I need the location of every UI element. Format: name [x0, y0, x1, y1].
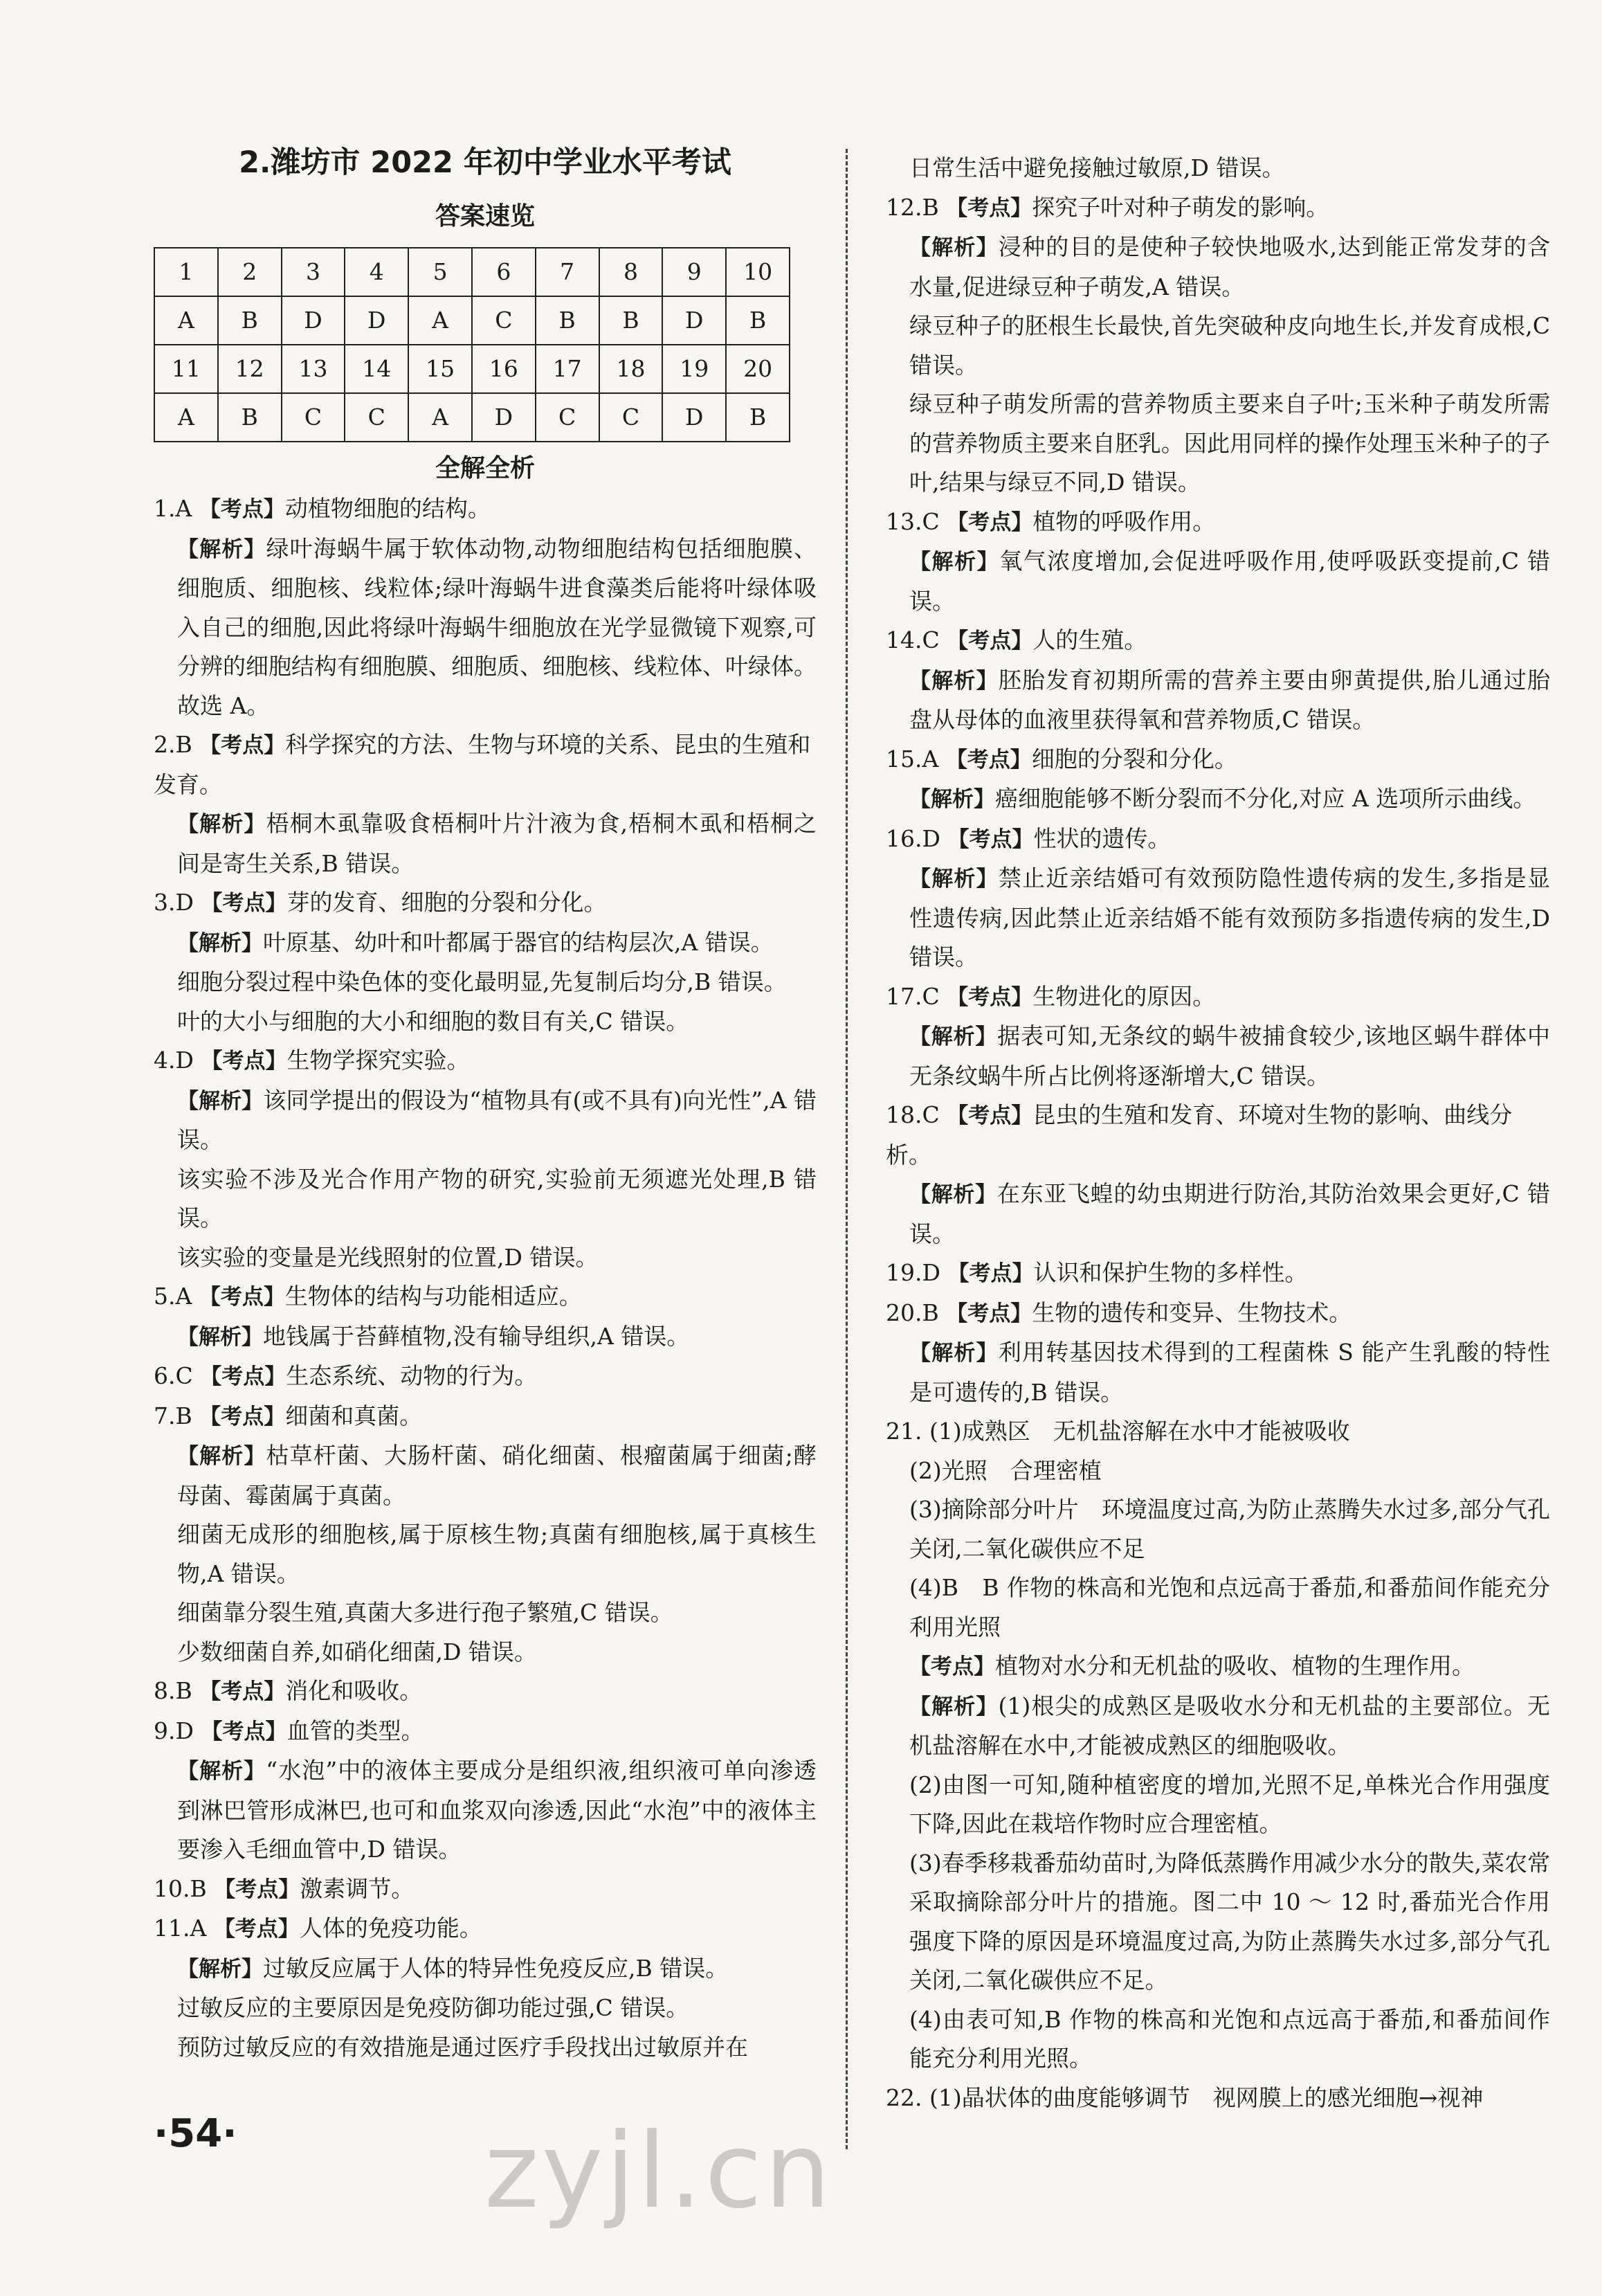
paragraph-text: 消化和吸收。 — [285, 1677, 423, 1704]
question-item — [154, 1909, 817, 1949]
paragraph-text: 少数细菌自养,如硝化细菌,D 错误。 — [177, 1638, 537, 1665]
section-tag: 【考点】 — [199, 1285, 285, 1310]
section-tag: 【考点】 — [200, 1364, 286, 1389]
question-item — [886, 740, 1550, 780]
column-divider — [846, 149, 848, 2149]
section-tag: 【解析】 — [909, 1182, 997, 1207]
section-tag: 【考点】 — [213, 1917, 300, 1942]
paragraph-text: 生态系统、动物的行为。 — [286, 1362, 538, 1389]
analysis-paragraph — [886, 307, 1550, 385]
paragraph-text: 绿叶海蜗牛属于软体动物,动物细胞结构包括细胞膜、细胞质、细胞核、线粒体;绿叶海蜗牛进食藻类后能将叶绿体吸入自己的细胞,因此将绿叶海蜗牛细胞放在光学显微镜下观察,可分辨的细胞结构有细胞膜、细胞质、细胞核、线粒体、叶绿体。故选 A。 — [177, 534, 817, 719]
answer-table-cell: 11 — [154, 345, 218, 393]
paragraph-text: 细菌无成形的细胞核,属于原核生物;真菌有细胞核,属于真核生物,A 错误。 — [177, 1521, 817, 1587]
analysis-paragraph — [886, 1844, 1550, 2000]
analysis-paragraph — [154, 1751, 817, 1870]
answer-table-cell: 14 — [345, 345, 408, 393]
paragraph-text: 枯草杆菌、大肠杆菌、硝化细菌、根瘤菌属于细菌;酵母菌、霉菌属于真菌。 — [177, 1442, 817, 1509]
answer-table-cell: C — [345, 393, 408, 442]
question-number: 11.A — [154, 1915, 207, 1942]
analysis-paragraph — [886, 1490, 1550, 1569]
section-tag: 【解析】 — [177, 930, 263, 956]
paragraph-text: 在东亚飞蝗的幼虫期进行防治,其防治效果会更好,C 错误。 — [909, 1180, 1551, 1247]
paragraph-text: 叶原基、幼叶和叶都属于器官的结构层次,A 错误。 — [263, 928, 774, 956]
question-item — [886, 503, 1550, 543]
paragraph-text: 探究子叶对种子萌发的影响。 — [1032, 193, 1329, 221]
answer-table-cell: C — [472, 296, 536, 345]
paragraph-text: 利用转基因技术得到的工程菌株 S 能产生乳酸的特性是可遗传的,B 错误。 — [909, 1339, 1551, 1406]
answer-table-cell: 18 — [599, 345, 663, 393]
analysis-paragraph — [154, 1949, 817, 1989]
question-item — [886, 2079, 1550, 2118]
analysis-paragraph — [154, 1238, 817, 1278]
answer-table-cell: B — [218, 296, 282, 345]
question-item — [154, 883, 817, 923]
answer-table-row — [154, 248, 790, 296]
section-tag: 【解析】 — [909, 1024, 998, 1049]
answer-table-cell: 4 — [345, 248, 408, 296]
paragraph-text: 绿豆种子的胚根生长最快,首先突破种皮向地生长,并发育成根,C 错误。 — [909, 312, 1550, 379]
analysis-heading: 全解全析 — [435, 453, 535, 482]
section-tag: 【解析】 — [909, 787, 995, 812]
analysis-paragraph — [886, 149, 1550, 188]
paragraph-text: 过敏反应属于人体的特异性免疫反应,B 错误。 — [263, 1954, 729, 1982]
answer-table-cell: 20 — [726, 345, 790, 393]
question-number: 15.A — [886, 745, 939, 772]
section-tag: 【解析】 — [909, 1694, 999, 1719]
analysis-paragraph — [154, 1593, 817, 1633]
answers-heading: 答案速览 — [435, 201, 535, 230]
paragraph-text: 植物对水分和无机盐的吸收、植物的生理作用。 — [995, 1652, 1475, 1679]
section-tag: 【考点】 — [947, 826, 1034, 852]
answer-table-cell: 5 — [408, 248, 472, 296]
answer-table-cell: D — [472, 393, 536, 442]
question-number: 13.C — [886, 507, 940, 535]
section-tag: 【考点】 — [945, 747, 1032, 772]
answer-table-cell: D — [345, 296, 408, 345]
analysis-paragraph — [886, 1175, 1550, 1254]
right-analysis-list — [886, 149, 1550, 2117]
paragraph-text: 生物进化的原因。 — [1032, 982, 1216, 1010]
section-tag: 【考点】 — [199, 733, 286, 758]
paragraph-text: 芽的发育、细胞的分裂和分化。 — [286, 889, 607, 916]
answer-table-cell: A — [154, 296, 218, 345]
paragraph-text: 人体的免疫功能。 — [299, 1915, 482, 1942]
analysis-paragraph — [886, 1333, 1550, 1412]
paragraph-text: 地钱属于苔藓植物,没有输导组织,A 错误。 — [263, 1322, 690, 1350]
paragraph-text: 据表可知,无条纹的蜗牛被捕食较少,该地区蜗牛群体中无条纹蜗牛所占比例将逐渐增大,C 错误。 — [909, 1022, 1551, 1090]
answer-table-cell: B — [599, 296, 663, 345]
question-number: 12.B — [886, 193, 939, 221]
answer-table-cell: 12 — [218, 345, 282, 393]
analysis-paragraph — [886, 385, 1550, 503]
paragraph-text: 过敏反应的主要原因是免疫防御功能过强,C 错误。 — [177, 1994, 689, 2021]
section-tag: 【考点】 — [946, 1301, 1032, 1326]
paragraph-text: (2)光照 合理密植 — [909, 1456, 1102, 1484]
section-tag: 【考点】 — [201, 1719, 287, 1744]
section-tag: 【考点】 — [214, 1877, 300, 1902]
section-tag: 【解析】 — [177, 812, 266, 837]
question-item — [886, 820, 1550, 860]
section-tag: 【解析】 — [909, 668, 999, 694]
paragraph-text: (1)成熟区 无机盐溶解在水中才能被吸收 — [929, 1418, 1350, 1445]
paragraph-text: (1)晶状体的曲度能够调节 视网膜上的感光细胞→视神 — [929, 2083, 1484, 2111]
answer-table-cell: 7 — [536, 248, 599, 296]
answer-table-cell: C — [599, 393, 663, 442]
question-number: 4.D — [154, 1047, 194, 1074]
analysis-paragraph — [154, 1002, 817, 1042]
paragraph-text: (1)根尖的成熟区是吸收水分和无机盐的主要部位。无机盐溶解在水中,才能被成熟区的细胞吸收。 — [909, 1692, 1550, 1759]
page-number: ·54· — [154, 2111, 237, 2156]
paragraph-text: 激素调节。 — [300, 1874, 415, 1902]
paragraph-text: 性状的遗传。 — [1033, 824, 1171, 852]
analysis-paragraph — [154, 2028, 817, 2068]
paragraph-text: 细胞分裂过程中染色体的变化最明显,先复制后均分,B 错误。 — [177, 968, 787, 995]
answer-table-cell: 6 — [472, 248, 536, 296]
question-number: 18.C — [886, 1101, 940, 1128]
paragraph-text: 科学探究的方法、生物与环境的关系、昆虫的生殖和发育。 — [154, 731, 811, 798]
paragraph-text: 梧桐木虱靠吸食梧桐叶片汁液为食,梧桐木虱和梧桐之间是寄生关系,B 错误。 — [177, 810, 817, 877]
analysis-paragraph — [154, 923, 817, 964]
answer-table-cell: 13 — [282, 345, 345, 393]
analysis-paragraph — [886, 1569, 1550, 1647]
question-number: 8.B — [154, 1677, 192, 1704]
paragraph-text: 昆虫的生殖和发育、环境对生物的影响、曲线分析。 — [886, 1101, 1513, 1168]
question-number: 9.D — [154, 1717, 194, 1744]
question-item — [154, 1712, 817, 1752]
answer-table-cell: A — [154, 393, 218, 442]
paragraph-text: (4)由表可知,B 作物的株高和光饱和点远高于番茄,和番茄间作能充分利用光照。 — [909, 2005, 1550, 2072]
question-number: 5.A — [154, 1283, 192, 1310]
page-title: 2.潍坊市 2022 年初中学业水平考试 — [239, 145, 731, 180]
section-tag: 【考点】 — [947, 629, 1033, 653]
section-tag: 【考点】 — [947, 509, 1033, 535]
section-tag: 【解析】 — [177, 1956, 263, 1982]
analysis-paragraph — [886, 1452, 1550, 1491]
paragraph-text: 细菌靠分裂生殖,真菌大多进行孢子繁殖,C 错误。 — [177, 1599, 673, 1626]
section-tag: 【解析】 — [177, 1324, 263, 1350]
paragraph-text: 日常生活中避免接触过敏原,D 错误。 — [909, 154, 1285, 181]
question-item — [886, 1254, 1550, 1294]
answer-table-row — [154, 296, 790, 345]
question-number: 19.D — [886, 1259, 940, 1286]
analysis-paragraph — [154, 1081, 817, 1160]
section-tag: 【考点】 — [199, 497, 285, 522]
paragraph-text: 禁止近亲结婚可有效预防隐性遗传病的发生,多指是显性遗传病,因此禁止近亲结婚不能有效预防多指遗传病的发生,D 错误。 — [909, 865, 1551, 970]
paragraph-text: 生物学探究实验。 — [286, 1047, 470, 1074]
analysis-paragraph — [154, 1633, 817, 1672]
paragraph-text: (3)摘除部分叶片 环境温度过高,为防止蒸腾失水过多,部分气孔关闭,二氧化碳供应不足 — [909, 1496, 1550, 1562]
paragraph-text: 该同学提出的假设为“植物具有(或不具有)向光性”,A 错误。 — [177, 1086, 817, 1153]
section-tag: 【考点】 — [201, 891, 287, 916]
analysis-paragraph — [886, 2000, 1550, 2079]
analysis-paragraph — [154, 1436, 817, 1515]
analysis-paragraph — [886, 542, 1550, 621]
question-number: 1.A — [154, 495, 192, 522]
analysis-paragraph — [886, 1647, 1550, 1687]
analysis-paragraph — [154, 1160, 817, 1238]
answer-table-cell: 17 — [536, 345, 599, 393]
paragraph-text: 人的生殖。 — [1032, 626, 1147, 653]
section-tag: 【考点】 — [946, 195, 1032, 221]
answer-table-cell: 16 — [472, 345, 536, 393]
answer-table-cell: 8 — [599, 248, 663, 296]
analysis-paragraph — [886, 1687, 1550, 1766]
answer-table-cell: 9 — [662, 248, 726, 296]
question-item — [886, 1096, 1550, 1175]
paragraph-text: 氧气浓度增加,会促进呼吸作用,使呼吸跃变提前,C 错误。 — [909, 548, 1551, 615]
paragraph-text: 植物的呼吸作用。 — [1032, 507, 1216, 535]
paragraph-text: 胚胎发育初期所需的营养主要由卵黄提供,胎儿通过胎盘从母体的血液里获得氧和营养物质,C 错误。 — [909, 666, 1551, 733]
answer-table-cell: 15 — [408, 345, 472, 393]
answer-table-cell: D — [662, 393, 726, 442]
analysis-paragraph — [154, 1989, 817, 2028]
analysis-paragraph — [886, 228, 1550, 307]
paragraph-text: 细菌和真菌。 — [285, 1402, 423, 1429]
left-analysis-list — [154, 489, 817, 2067]
analysis-paragraph — [154, 1317, 817, 1357]
section-tag: 【解析】 — [909, 235, 999, 260]
question-item — [154, 725, 817, 804]
question-item — [154, 1041, 817, 1081]
paragraph-text: 该实验不涉及光合作用产物的研究,实验前无须遮光处理,B 错误。 — [177, 1165, 817, 1231]
analysis-paragraph — [886, 779, 1550, 820]
question-item — [154, 1672, 817, 1712]
paragraph-text: 该实验的变量是光线照射的位置,D 错误。 — [177, 1243, 599, 1271]
question-number: 3.D — [154, 889, 194, 916]
question-item — [154, 1870, 817, 1910]
paragraph-text: (3)春季移栽番茄幼苗时,为降低蒸腾作用减少水分的散失,菜农常采取摘除部分叶片的措施。图二中 10 ～ 12 时,番茄光合作用强度下降的原因是环境温度过高,为防止蒸腾失水过多,部分气孔关闭,二氧化碳供应不足。 — [909, 1849, 1550, 1994]
paragraph-text: (4)B B 作物的株高和光饱和点远高于番茄,和番茄间作能充分利用光照 — [909, 1574, 1550, 1640]
section-tag: 【解析】 — [177, 536, 266, 562]
analysis-paragraph — [886, 1766, 1550, 1844]
answer-table-row — [154, 345, 790, 393]
answer-table-cell: A — [408, 393, 472, 442]
section-tag: 【考点】 — [947, 1261, 1034, 1286]
section-tag: 【解析】 — [909, 1341, 999, 1366]
question-number: 7.B — [154, 1402, 192, 1429]
section-tag: 【考点】 — [199, 1679, 286, 1704]
question-number: 6.C — [154, 1362, 193, 1389]
answer-table — [154, 247, 790, 442]
answer-table-cell: 19 — [662, 345, 726, 393]
question-item — [154, 1277, 817, 1317]
right-column — [886, 149, 1550, 2117]
left-column — [154, 142, 817, 2067]
answer-table-cell: 1 — [154, 248, 218, 296]
section-tag: 【考点】 — [909, 1654, 995, 1679]
question-number: 22. — [886, 2083, 922, 2111]
question-number: 2.B — [154, 731, 192, 758]
paragraph-text: 细胞的分裂和分化。 — [1031, 745, 1237, 772]
section-tag: 【解析】 — [177, 1088, 264, 1114]
question-item — [886, 977, 1550, 1018]
analysis-paragraph — [886, 859, 1550, 977]
question-item — [154, 489, 817, 530]
analysis-paragraph — [154, 804, 817, 883]
answer-table-cell: D — [662, 296, 726, 345]
paragraph-text: “水泡”中的液体主要成分是组织液,组织液可单向渗透到淋巴管形成淋巴,也可和血浆双向渗透,因此“水泡”中的液体主要渗入毛细血管中,D 错误。 — [177, 1757, 817, 1863]
section-tag: 【考点】 — [947, 1103, 1033, 1128]
paragraph-text: 认识和保护生物的多样性。 — [1033, 1259, 1308, 1286]
paragraph-text: 浸种的目的是使种子较快地吸水,达到能正常发芽的含水量,促进绿豆种子萌发,A 错误。 — [909, 233, 1551, 300]
paragraph-text: 生物体的结构与功能相适应。 — [284, 1283, 582, 1310]
section-tag: 【解析】 — [177, 1759, 266, 1784]
question-number: 14.C — [886, 626, 940, 653]
question-item — [154, 1357, 817, 1397]
paragraph-text: 癌细胞能够不断分裂而不分化,对应 A 选项所示曲线。 — [995, 785, 1536, 812]
answer-table-cell: C — [536, 393, 599, 442]
section-tag: 【解析】 — [177, 1444, 266, 1469]
answer-table-cell: C — [282, 393, 345, 442]
section-tag: 【考点】 — [947, 984, 1033, 1010]
paragraph-text: 叶的大小与细胞的大小和细胞的数目有关,C 错误。 — [177, 1007, 689, 1035]
answer-table-row — [154, 393, 790, 442]
section-tag: 【考点】 — [201, 1049, 287, 1074]
question-number: 10.B — [154, 1874, 207, 1902]
analysis-paragraph — [154, 1515, 817, 1593]
question-number: 16.D — [886, 824, 940, 852]
answer-table-cell: D — [282, 296, 345, 345]
answer-table-cell: B — [726, 393, 790, 442]
analysis-paragraph — [154, 963, 817, 1002]
question-item — [886, 1294, 1550, 1334]
analysis-paragraph — [886, 1017, 1550, 1096]
analysis-paragraph — [886, 661, 1550, 740]
analysis-paragraph — [154, 530, 817, 726]
question-item — [154, 1397, 817, 1437]
answer-table-cell: B — [726, 296, 790, 345]
question-number: 20.B — [886, 1299, 939, 1326]
paragraph-text: 生物的遗传和变异、生物技术。 — [1032, 1299, 1352, 1326]
answer-table-cell: B — [218, 393, 282, 442]
question-item — [886, 188, 1550, 228]
paragraph-text: (2)由图一可知,随种植密度的增加,光照不足,单株光合作用强度下降,因此在栽培作物时应合理密植。 — [909, 1771, 1550, 1837]
section-tag: 【解析】 — [909, 550, 1000, 575]
watermark: zyjl.cn — [484, 2111, 834, 2232]
paragraph-text: 动植物细胞的结构。 — [284, 495, 491, 522]
answer-table-cell: A — [408, 296, 472, 345]
answer-table-cell: B — [536, 296, 599, 345]
answer-table-cell: 10 — [726, 248, 790, 296]
answer-table-cell: 3 — [282, 248, 345, 296]
paragraph-text: 血管的类型。 — [286, 1717, 424, 1744]
question-number: 21. — [886, 1418, 922, 1445]
question-item — [886, 621, 1550, 661]
section-tag: 【解析】 — [909, 867, 999, 892]
paragraph-text: 绿豆种子萌发所需的营养物质主要来自子叶;玉米种子萌发所需的营养物质主要来自胚乳。因此用同样的操作处理玉米种子的子叶,结果与绿豆不同,D 错误。 — [909, 390, 1550, 496]
section-tag: 【考点】 — [199, 1404, 286, 1429]
question-number: 17.C — [886, 982, 940, 1010]
question-item — [886, 1412, 1550, 1452]
answer-table-cell: 2 — [218, 248, 282, 296]
paragraph-text: 预防过敏反应的有效措施是通过医疗手段找出过敏原并在 — [177, 2033, 748, 2061]
